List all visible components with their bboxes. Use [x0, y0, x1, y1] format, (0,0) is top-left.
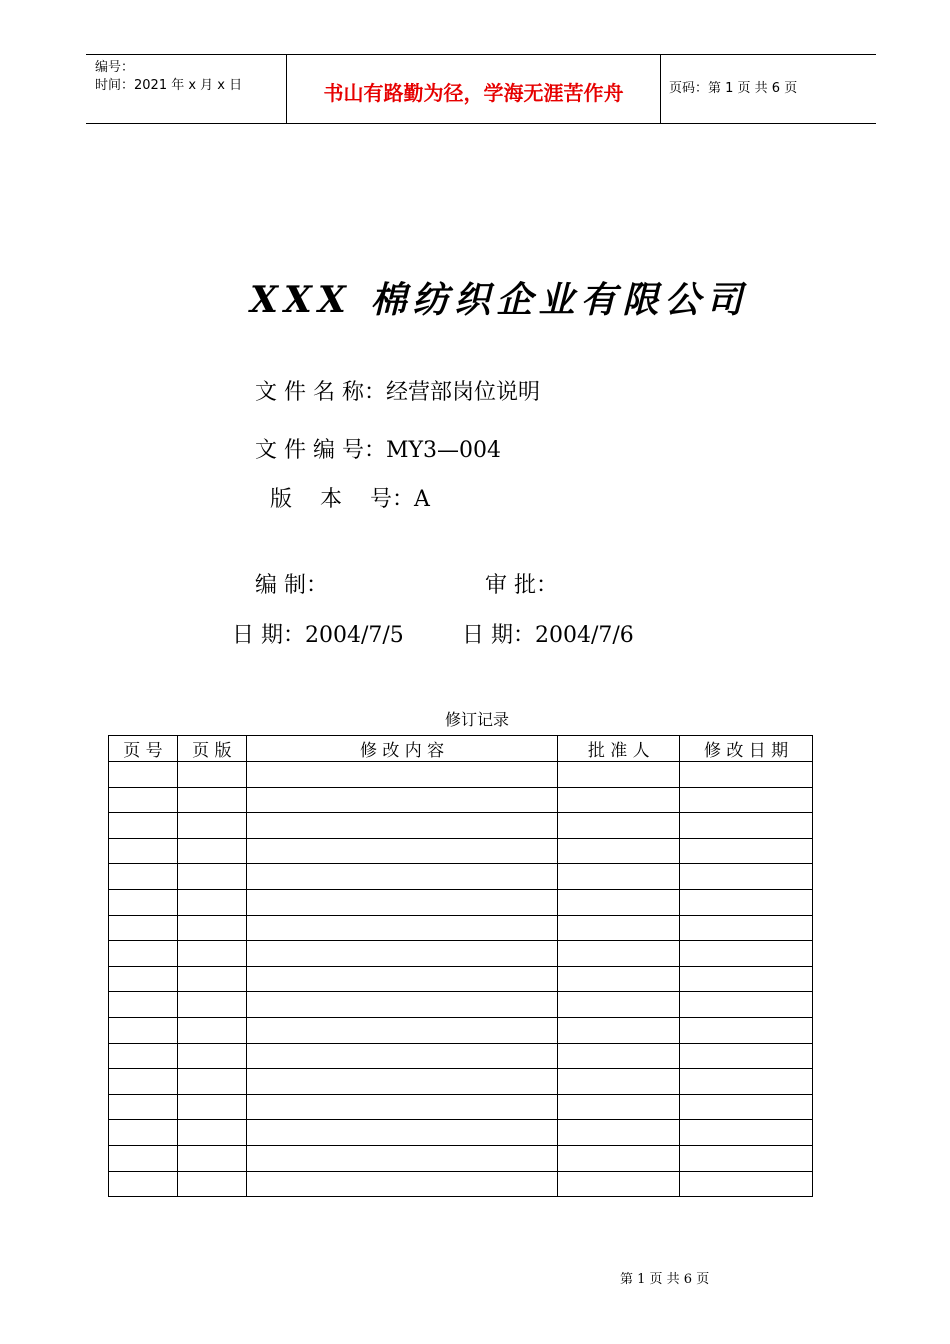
- table-cell: [177, 941, 246, 967]
- header-motto-cell: [287, 55, 661, 123]
- table-cell: [177, 1171, 246, 1197]
- table-cell: [109, 1069, 178, 1095]
- table-cell: [246, 1120, 558, 1146]
- table-cell: [246, 838, 558, 864]
- table-cell: [109, 1094, 178, 1120]
- header-change-date: 修 改 日 期: [680, 736, 813, 762]
- file-name: 文 件 名 称：经营部岗位说明: [255, 380, 540, 405]
- table-cell: [558, 1094, 680, 1120]
- table-cell: [246, 889, 558, 915]
- table-cell: [177, 864, 246, 890]
- table-cell: [246, 915, 558, 941]
- table-cell: [246, 1145, 558, 1171]
- table-cell: [246, 992, 558, 1018]
- table-cell: [558, 1120, 680, 1146]
- table-cell: [109, 1145, 178, 1171]
- table-cell: [246, 787, 558, 813]
- table-cell: [109, 787, 178, 813]
- table-cell: [109, 1043, 178, 1069]
- table-cell: [109, 1171, 178, 1197]
- table-cell: [109, 889, 178, 915]
- table-cell: [246, 813, 558, 839]
- company-title: XXX 棉纺织企业有限公司: [250, 279, 749, 321]
- table-row: [109, 813, 813, 839]
- table-cell: [177, 787, 246, 813]
- header-approver: 批 准 人: [558, 736, 680, 762]
- table-cell: [109, 992, 178, 1018]
- table-cell: [109, 941, 178, 967]
- number-label: 编号：: [95, 60, 135, 75]
- table-row: [109, 864, 813, 890]
- table-row: [109, 838, 813, 864]
- header-change-content: 修 改 内 容: [246, 736, 558, 762]
- time-label: 时间：2021 年 x 月 x 日: [95, 78, 243, 93]
- table-cell: [177, 813, 246, 839]
- table-cell: [680, 915, 813, 941]
- table-cell: [680, 992, 813, 1018]
- compiled-label: 编 制：: [255, 573, 328, 598]
- table-cell: [246, 1094, 558, 1120]
- table-row: [109, 1145, 813, 1171]
- table-cell: [177, 1043, 246, 1069]
- table-cell: [680, 864, 813, 890]
- table-cell: [680, 838, 813, 864]
- table-cell: [109, 966, 178, 992]
- table-cell: [246, 1043, 558, 1069]
- table-cell: [558, 941, 680, 967]
- table-cell: [177, 1145, 246, 1171]
- table-row: [109, 1069, 813, 1095]
- table-cell: [680, 1120, 813, 1146]
- table-cell: [109, 1017, 178, 1043]
- table-cell: [177, 992, 246, 1018]
- table-cell: [109, 864, 178, 890]
- table-cell: [558, 1043, 680, 1069]
- table-row: [109, 1120, 813, 1146]
- table-cell: [246, 1069, 558, 1095]
- table-cell: [680, 813, 813, 839]
- table-cell: [558, 966, 680, 992]
- table-cell: [109, 813, 178, 839]
- table-row: [109, 1017, 813, 1043]
- table-cell: [246, 941, 558, 967]
- table-cell: [558, 864, 680, 890]
- version-number: 版 本 号：A: [270, 487, 430, 512]
- table-cell: [680, 941, 813, 967]
- table-cell: [680, 1171, 813, 1197]
- table-cell: [558, 1171, 680, 1197]
- approve-label: 审 批：: [485, 573, 558, 598]
- table-cell: [558, 1145, 680, 1171]
- page-footer: 第 1 页 共 6 页: [620, 1272, 710, 1287]
- table-row: [109, 992, 813, 1018]
- table-cell: [558, 915, 680, 941]
- table-cell: [177, 1069, 246, 1095]
- header-page-cell: [661, 55, 876, 123]
- table-row: [109, 1171, 813, 1197]
- table-cell: [177, 1017, 246, 1043]
- table-header-row: [109, 736, 813, 762]
- table-row: [109, 966, 813, 992]
- table-cell: [558, 992, 680, 1018]
- header-page-no: 页 号: [109, 736, 178, 762]
- file-number: 文 件 编 号：MY3—004: [255, 438, 502, 463]
- table-cell: [109, 1120, 178, 1146]
- revision-table: [108, 735, 813, 1197]
- table-cell: [680, 1069, 813, 1095]
- table-cell: [177, 838, 246, 864]
- table-cell: [246, 864, 558, 890]
- table-cell: [246, 1017, 558, 1043]
- table-cell: [680, 889, 813, 915]
- table-cell: [177, 966, 246, 992]
- table-cell: [558, 838, 680, 864]
- table-cell: [177, 915, 246, 941]
- table-row: [109, 762, 813, 788]
- table-cell: [680, 1145, 813, 1171]
- table-cell: [680, 787, 813, 813]
- table-cell: [680, 762, 813, 788]
- table-cell: [109, 838, 178, 864]
- table-cell: [246, 966, 558, 992]
- table-cell: [558, 787, 680, 813]
- table-cell: [109, 915, 178, 941]
- table-cell: [558, 1017, 680, 1043]
- table-cell: [177, 762, 246, 788]
- table-cell: [680, 966, 813, 992]
- motto-text: 书山有路勤为径，学海无涯苦作舟: [323, 81, 624, 105]
- revision-caption: 修订记录: [445, 710, 510, 729]
- header-page-version: 页 版: [177, 736, 246, 762]
- table-cell: [246, 1171, 558, 1197]
- date-compiled: 日 期：2004/7/5: [232, 623, 404, 648]
- table-cell: [177, 1120, 246, 1146]
- header-meta-cell: [86, 55, 287, 123]
- table-cell: [558, 1069, 680, 1095]
- table-row: [109, 1043, 813, 1069]
- table-cell: [558, 813, 680, 839]
- table-cell: [109, 762, 178, 788]
- table-cell: [680, 1094, 813, 1120]
- table-cell: [177, 1094, 246, 1120]
- table-row: [109, 889, 813, 915]
- table-row: [109, 915, 813, 941]
- table-cell: [558, 889, 680, 915]
- page-header: [86, 54, 876, 124]
- table-cell: [558, 762, 680, 788]
- table-row: [109, 787, 813, 813]
- table-cell: [680, 1043, 813, 1069]
- table-cell: [177, 889, 246, 915]
- page-info: 页码：第 1 页 共 6 页: [669, 81, 798, 96]
- table-row: [109, 1094, 813, 1120]
- table-row: [109, 941, 813, 967]
- date-approved: 日 期：2004/7/6: [462, 623, 634, 648]
- table-cell: [246, 762, 558, 788]
- table-cell: [680, 1017, 813, 1043]
